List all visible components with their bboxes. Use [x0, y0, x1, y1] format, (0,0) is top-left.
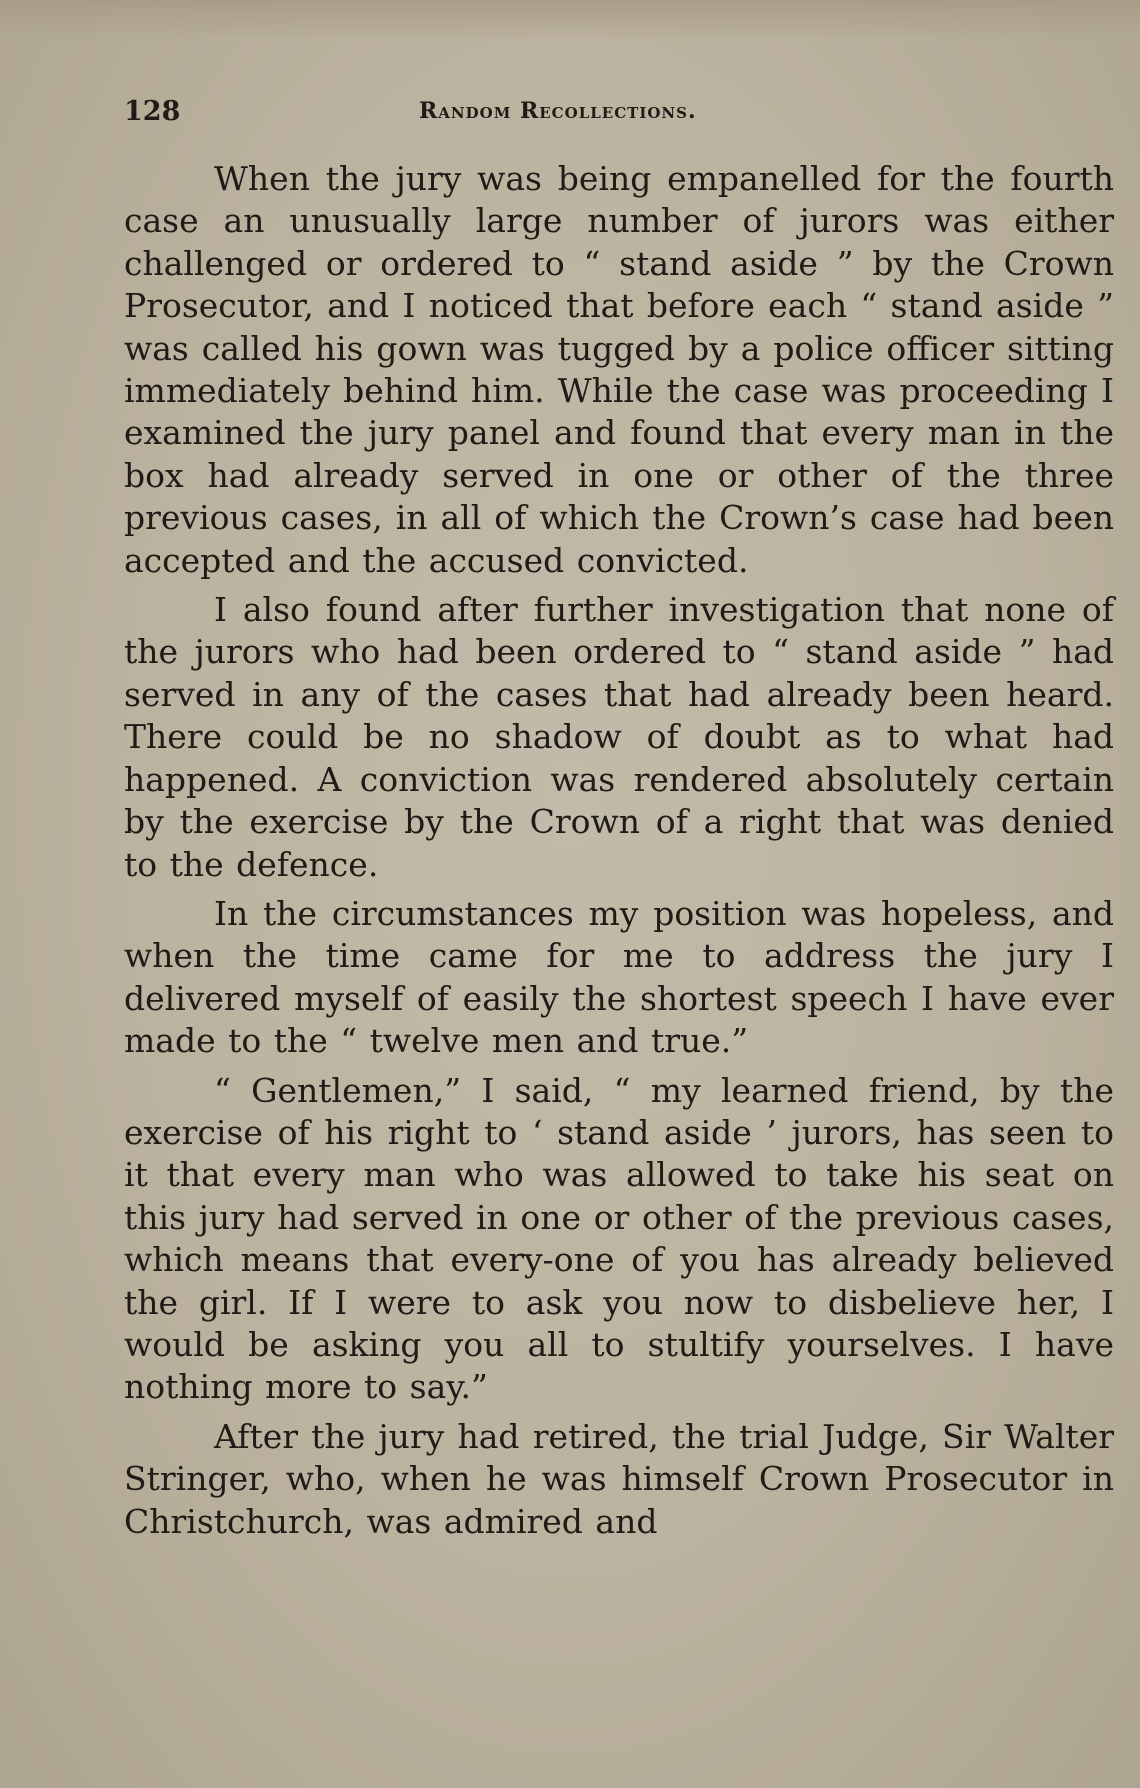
body-text	[124, 158, 1114, 1550]
running-title: Random Recollections.	[419, 98, 697, 124]
paragraph-speech-to-jury: “ Gentlemen,” I said, “ my learned friend, by the exercise of his right to ‘ stand aside ’ jurors, has seen to it that every man who was allowed to take his seat on this jury had served in one or other of the previous cases, which means that every-one of you has already believed the girl. If I were to ask you now to disbelieve her, I would be asking you all to stultify yourselves. I have nothing more to say.”	[124, 1070, 1114, 1407]
paragraph-further-investigation: I also found after further investigation that none of the jurors who had been ordered to “ stand aside ” had served in any of the cases that had already been heard. There could be no shadow of doubt as to what had happened. A conviction was rendered absolutely certain by the exercise by the Crown of a right that was denied to the defence.	[124, 590, 1114, 884]
page-number: 128	[124, 96, 181, 127]
paragraph-jury-retired: After the jury had retired, the trial Judge, Sir Walter Stringer, who, when he was himself Crown Prosecutor in Christchurch, was admired and	[124, 1416, 1114, 1541]
paragraph-position-hopeless: In the circumstances my position was hopeless, and when the time came for me to address the jury I delivered myself of easily the shortest speech I have ever made to the “ twelve men and true.”	[124, 893, 1114, 1061]
page-header	[124, 96, 1114, 136]
paragraph-jury-empanelled: When the jury was being empanelled for the fourth case an unusually large number of jurors was either challenged or ordered to “ stand aside ” by the Crown Prosecutor, and I noticed that before each “ stand aside ” was called his gown was tugged by a police officer sitting immediately behind him. While the case was proceeding I examined the jury panel and found that every man in the box had already served in one or other of the three previous cases, in all of which the Crown’s case had been accepted and the accused convicted.	[124, 159, 1114, 580]
